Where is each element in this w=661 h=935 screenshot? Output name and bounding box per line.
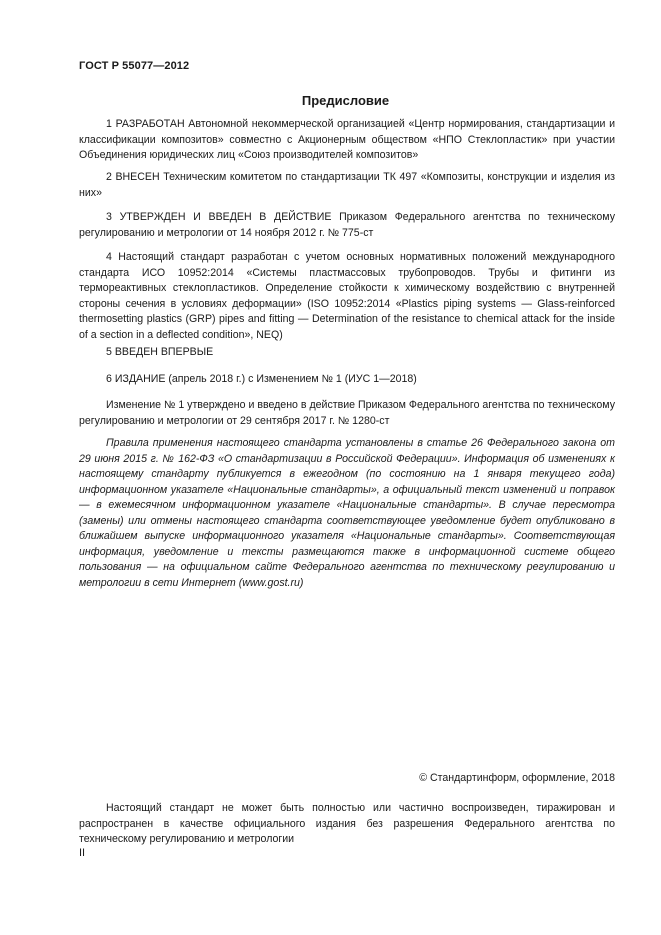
amendment-note: Изменение № 1 утверждено и введено в действие Приказом Федерального агентства по техническому регулированию и метрологии от 29 сентября 2017 г. № 1280-ст — [79, 399, 615, 427]
preface-item-5: 5 ВВЕДЕН ВПЕРВЫЕ — [106, 346, 214, 358]
copyright: © Стандартинформ, оформление, 2018 — [419, 772, 615, 784]
standard-code: ГОСТ Р 55077—2012 — [79, 60, 190, 72]
preface-item-3: 3 УТВЕРЖДЕН И ВВЕДЕН В ДЕЙСТВИЕ Приказом Федерального агентства по техническому регулированию и метрологии от 14 ноября 2012 г. № 775-ст — [79, 211, 615, 239]
preface-title: Предисловие — [301, 93, 390, 108]
preface-item-1: 1 РАЗРАБОТАН Автономной некоммерческой организацией «Центр нормирования, стандартизации и классификации композитов» совместно с Акционерным обществом «НПО Стеклопластик» при участии Объединения юридических лиц «Союз производителей композитов» — [79, 118, 615, 162]
preface-item-6: 6 ИЗДАНИЕ (апрель 2018 г.) с Изменением № 1 (ИУС 1—2018) — [106, 373, 417, 385]
page-number: II — [79, 847, 86, 859]
preface-item-4: 4 Настоящий стандарт разработан с учетом основных нормативных положений международного стандарта ИСО 10952:2014 «Системы пластмассовых трубопроводов. Трубы и фитинги из термореактивных стеклопластиков. Определение стойкости к химическому воздействию с внутренней стороны сечения в условиях деформации» (ISO 10952:2014 «Plastics piping systems — Glass-reinforced thermosetting plastics (GRP) pipes and fitting — Determination of the resistance to chemical attack for the inside of a section in a deflected condition», NEQ) — [79, 251, 615, 341]
application-rules-notice: Правила применения настоящего стандарта установлены в статье 26 Федерального закона от 29 июня 2015 г. № 162-ФЗ «О стандартизации в Российской Федерации». Информация об изменениях к настоящему стандарту публикуется в ежегодном (по состоянию на 1 января текущего года) информационном указателе «Национальные стандарты», а официальный текст изменений и поправок — в ежемесячном информационном указателе «Национальные стандарты». В случае пересмотра (замены) или отмены настоящего стандарта соответствующее уведомление будет опубликовано в ближайшем выпуске информационного указателя «Национальные стандарты». Соответствующая информация, уведомление и тексты размещаются также в информационной системе общего пользования — на официальном сайте Федерального агентства по техническому регулированию и метрологии в сети Интернет (www.gost.ru) — [79, 437, 615, 589]
reproduction-notice: Настоящий стандарт не может быть полностью или частично воспроизведен, тиражирован и распространен в качестве официального издания без разрешения Федерального агентства по техническому регулированию и метрологии — [79, 802, 615, 846]
preface-item-2: 2 ВНЕСЕН Техническим комитетом по стандартизации ТК 497 «Композиты, конструкции и изделия из них» — [79, 171, 615, 199]
